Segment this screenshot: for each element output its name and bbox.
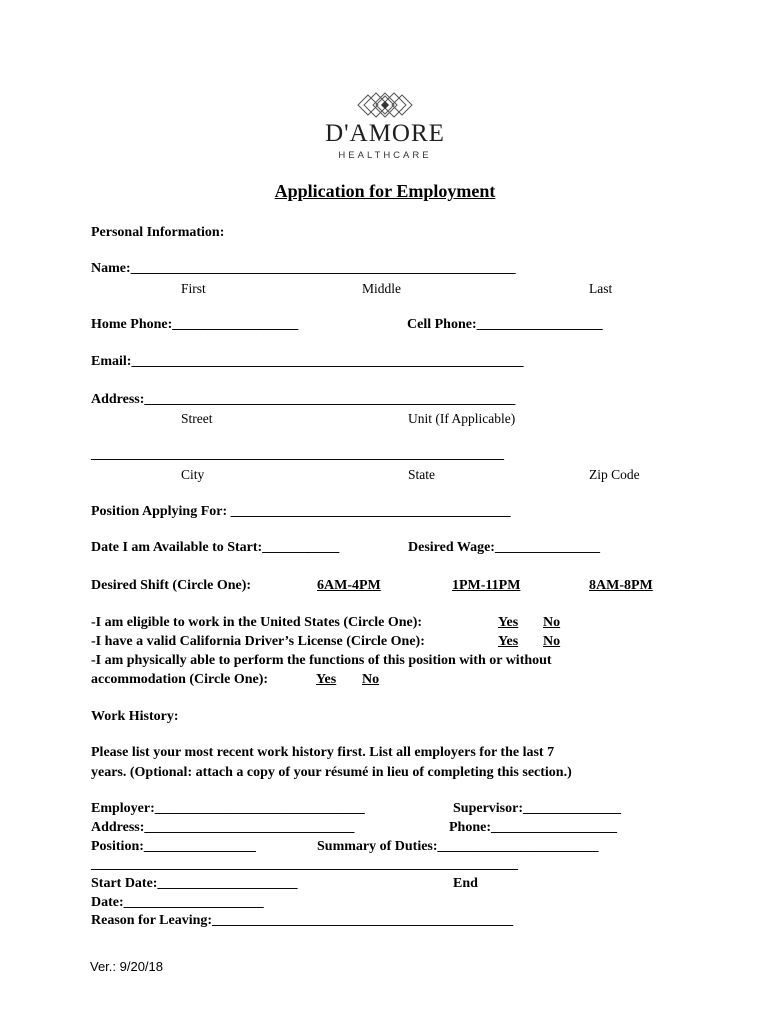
start-date-field[interactable]: Start Date:____________________ — [91, 876, 298, 891]
shift-option-8am-8pm[interactable]: 8AM-8PM — [589, 578, 653, 593]
employer-position-field[interactable]: Position:________________ — [91, 839, 256, 854]
work-history-instructions: Please list your most recent work history first. List all employers for the last 7 — [91, 745, 555, 760]
zip-label: Zip Code — [589, 467, 640, 482]
first-label: First — [181, 281, 206, 296]
eligibility-question-physical-cont: accommodation (Circle One): — [91, 672, 269, 687]
employer-address-field[interactable]: Address:______________________________ — [91, 820, 355, 835]
shift-option-1pm-11pm[interactable]: 1PM-11PM — [452, 578, 521, 593]
last-label: Last — [589, 281, 613, 296]
version-footer: Ver.: 9/20/18 — [90, 959, 164, 974]
name-field[interactable]: Name:_______________________________________________________ — [91, 261, 516, 276]
address-field[interactable]: Address:_____________________________________________________ — [91, 392, 516, 407]
eligibility-question-physical: -I am physically able to perform the functions of this position with or without — [91, 653, 552, 668]
brand-name: D'AMORE — [325, 120, 445, 147]
end-label: End — [453, 876, 478, 891]
unit-label: Unit (If Applicable) — [408, 411, 516, 426]
reason-leaving-field[interactable]: Reason for Leaving:___________________________________________ — [91, 913, 514, 928]
city-label: City — [181, 467, 205, 482]
eligibility-physical-yes[interactable]: Yes — [316, 672, 337, 687]
eligibility-question-us: -I am eligible to work in the United States (Circle One): — [91, 615, 423, 630]
end-date-field[interactable]: Date:____________________ — [91, 895, 264, 910]
date-available-field[interactable]: Date I am Available to Start:___________ — [91, 540, 340, 555]
work-history-instructions-cont: years. (Optional: attach a copy of your résumé in lieu of completing this section.) — [91, 765, 572, 780]
middle-label: Middle — [362, 281, 401, 296]
eligibility-us-yes[interactable]: Yes — [498, 615, 519, 630]
page-title: Application for Employment — [274, 181, 496, 201]
address-line-2-field[interactable]: ___________________________________________________________ — [91, 447, 504, 462]
diamond-lattice-logo-icon — [356, 92, 414, 118]
eligibility-question-license: -I have a valid California Driver’s License (Circle One): — [91, 634, 425, 649]
employer-phone-field[interactable]: Phone:__________________ — [449, 820, 617, 835]
eligibility-us-no[interactable]: No — [543, 615, 561, 630]
shift-option-6am-4pm[interactable]: 6AM-4PM — [317, 578, 381, 593]
summary-duties-line-2[interactable]: _____________________________________________________________ — [91, 857, 518, 872]
street-label: Street — [181, 411, 213, 426]
eligibility-physical-no[interactable]: No — [362, 672, 380, 687]
eligibility-license-no[interactable]: No — [543, 634, 561, 649]
brand-subtitle: HEALTHCARE — [338, 150, 432, 161]
state-label: State — [408, 467, 435, 482]
home-phone-field[interactable]: Home Phone:__________________ — [91, 317, 299, 332]
desired-wage-field[interactable]: Desired Wage:_______________ — [408, 540, 600, 555]
employer-field[interactable]: Employer:______________________________ — [91, 801, 365, 816]
eligibility-license-yes[interactable]: Yes — [498, 634, 519, 649]
summary-duties-field[interactable]: Summary of Duties:_______________________ — [317, 839, 599, 854]
email-field[interactable]: Email:________________________________________________________ — [91, 354, 524, 369]
personal-info-heading: Personal Information: — [91, 225, 225, 240]
position-applying-field[interactable]: Position Applying For: ________________________________________ — [91, 504, 511, 519]
desired-shift-label: Desired Shift (Circle One): — [91, 578, 252, 593]
work-history-heading: Work History: — [91, 709, 179, 724]
cell-phone-field[interactable]: Cell Phone:__________________ — [407, 317, 603, 332]
supervisor-field[interactable]: Supervisor:______________ — [453, 801, 621, 816]
